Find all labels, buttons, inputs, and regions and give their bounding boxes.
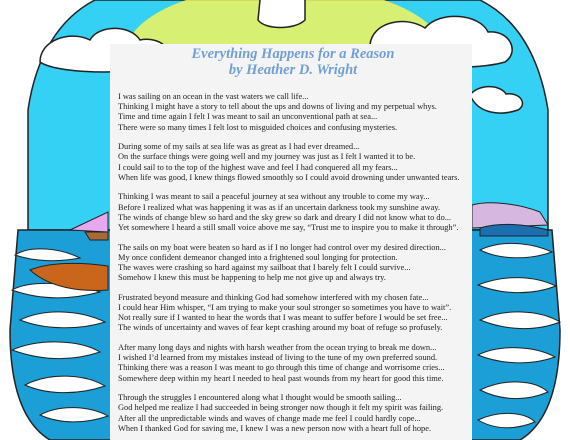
- poem-line: The winds of uncertainty and waves of fear kept crashing around my boat of refuge so profusely.: [118, 323, 443, 333]
- poem-line: Yet somewhere I heard a still small voice above me say, “Trust me to inspire you to make it through”.: [118, 223, 459, 233]
- poem-stanza: [118, 192, 468, 233]
- poem-line: The winds of change blew so hard and the sky grew so dark and dreary I did not know what to do...: [118, 212, 452, 222]
- poem-line: During some of my sails at sea life was as great as I had ever dreamed...: [118, 142, 360, 152]
- poem-line: There were so many times I felt lost to misguided choices and confusing mysteries.: [118, 122, 398, 132]
- poem-line: Thinking there was a reason I was meant to go through this time of change and worrisome cries...: [118, 363, 445, 373]
- poem-line: Thinking I was meant to sail a peaceful journey at sea without any trouble to come my way...: [118, 192, 430, 202]
- poem-line: I wished I’d learned from my mistakes instead of living to the tune of my own preferred sound.: [118, 353, 438, 363]
- poem-line: After many long days and nights with harsh weather from the ocean trying to break me down...: [118, 343, 437, 353]
- poem-stanza: [118, 243, 468, 284]
- poem-line: Thinking I might have a story to tell about the ups and downs of living and my perpetual whys.: [118, 102, 437, 112]
- poem-stanza: [118, 343, 468, 384]
- poem-stanza: [118, 142, 468, 183]
- poem-line: Frustrated beyond measure and thinking God had somehow interfered with my chosen fate...: [118, 292, 429, 302]
- poem-body: [118, 92, 468, 434]
- poem-stanza: [118, 293, 468, 334]
- poem-line: After all the unpredictable winds and waves of change made me feel I could hardly cope...: [118, 413, 421, 423]
- poem-line: Somehow I knew this must be happening to help me not give up and always try.: [118, 273, 386, 283]
- poem-byline: by Heather D. Wright: [228, 62, 358, 78]
- poem-line: The waves were crashing so hard against my sailboat that I barely felt I could survive...: [118, 263, 411, 273]
- poem-line: I could sail to to the top of the highest wave and feel I had conquered all my fears...: [118, 162, 398, 172]
- poem-line: Somewhere deep within my heart I needed to heal past wounds from my heart for good this time.: [118, 373, 444, 383]
- poem-line: I was sailing on an ocean in the vast waters we call life...: [118, 92, 309, 101]
- poem-line: Before I realized what was happening it was as if an uncertain darkness took my sunshine away.: [118, 202, 441, 212]
- poem-line: Not really sure if I wanted to hear the words that I was meant to suffer before I would be set free...: [118, 313, 448, 323]
- poem-line: When life was good, I knew things flowed smoothly so I could avoid drowning under unwanted tears.: [118, 172, 460, 182]
- poem-line: God helped me realize I had succeeded in being stronger now though it felt my spirit was failing.: [118, 403, 444, 413]
- poem-line: My once confident demeanor changed into a frightened soul longing for protection.: [118, 252, 398, 262]
- poem-line: When I thanked God for saving me, I knew I was a new person now with a heart full of hope.: [118, 423, 432, 433]
- poem-stanza: [118, 92, 468, 133]
- poem-line: Through the struggles I encountered along what I thought would be smooth sailing...: [118, 393, 402, 403]
- poem-line: Time and time again I felt I was meant to sail an unconventional path at sea...: [118, 112, 378, 122]
- poem-line: On the surface things were going well and my journey was just as I felt I wanted it to be.: [118, 152, 416, 162]
- poem-stanza: [118, 393, 468, 434]
- poem-line: The sails on my boat were beaten so hard as if I no longer had control over my desired direction...: [118, 242, 446, 252]
- poem-panel: [110, 44, 472, 440]
- poem-line: I could hear Him whisper, “I am trying to make your soul stronger so sometimes you have to wait”.: [118, 303, 452, 313]
- poem-title: Everything Happens for a Reason: [191, 46, 395, 62]
